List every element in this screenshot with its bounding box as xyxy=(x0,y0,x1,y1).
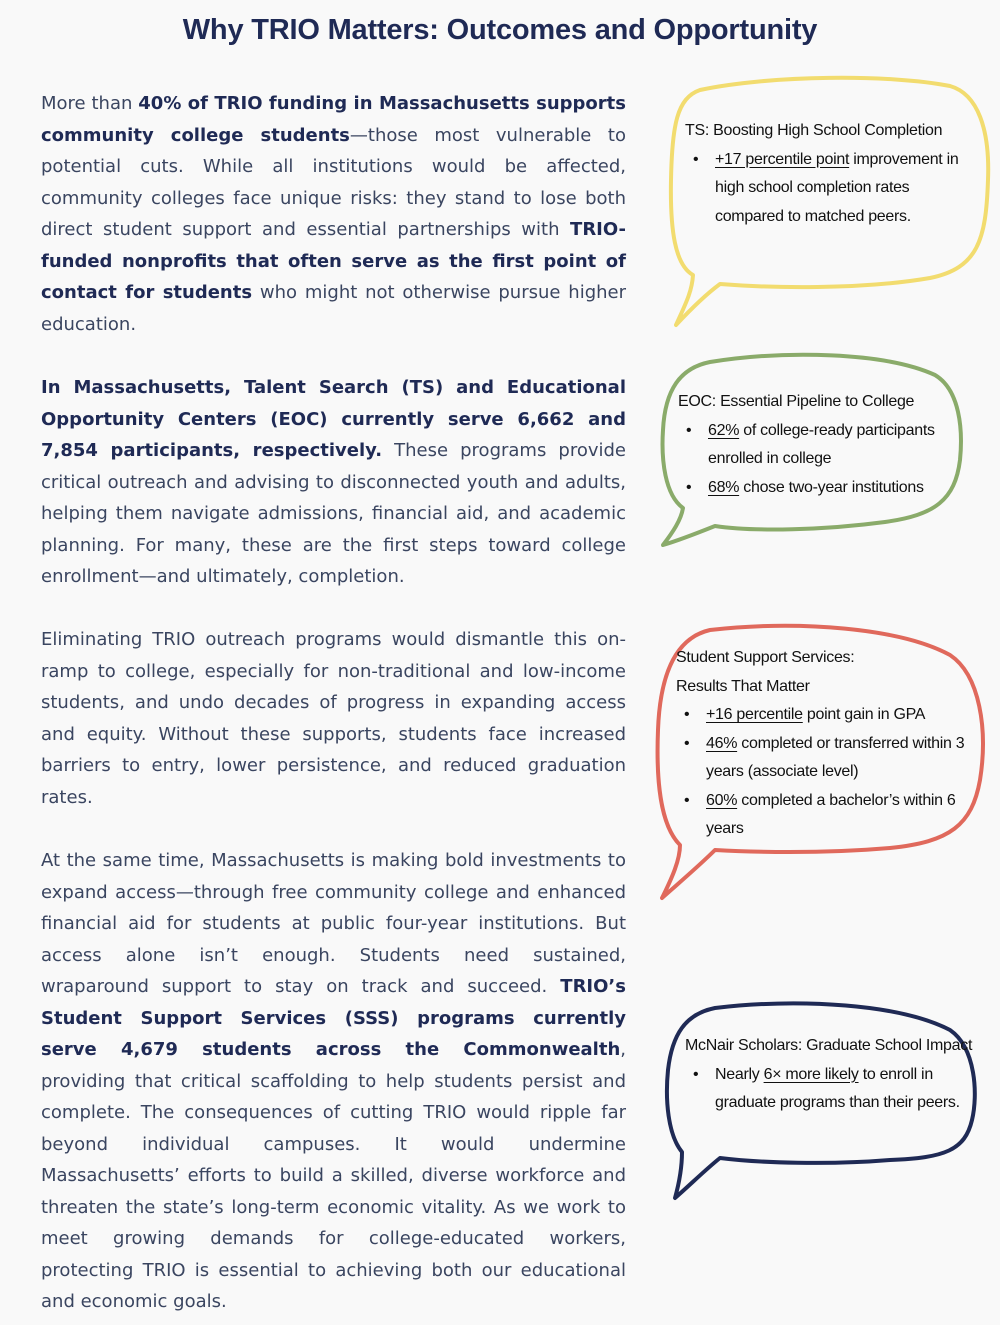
callout-text: improvement in high school completion rates compared to matched peers. xyxy=(715,150,959,225)
paragraph-ts-eoc xyxy=(41,372,626,593)
callout-mcn-item xyxy=(685,1061,975,1118)
callout-mcnair-list xyxy=(685,1061,975,1118)
paragraph-eliminating-trio xyxy=(41,624,626,813)
callout-ts-list xyxy=(685,146,965,232)
callout-eoc-list xyxy=(678,417,953,503)
bold-text: TRIO-funded nonprofits that often serve as the first point of contact for students xyxy=(41,219,626,303)
bold-text: TRIO’s Student Support Services (SSS) programs currently serve 4,679 students across the Commonwealth xyxy=(41,976,626,1060)
callout-text: completed a bachelor’s within 6 years xyxy=(706,791,956,837)
callout-eoc-item xyxy=(678,474,953,503)
paragraph-community-college xyxy=(41,88,626,340)
body-text: who might not otherwise pursue higher education. xyxy=(41,282,627,335)
body-text: , providing that critical scaffolding to help students persist and complete. The consequences of cutting TRIO would ripple far beyond individual campuses. It would undermine Massachusetts’ efforts to build a skilled, diverse workforce and threaten the state’s long-term economic vitality. As we work to meet growing demands for college-educated workers, protecting TRIO is essential to achieving both our educational and economic goals. xyxy=(41,1039,626,1312)
callout-ts-content xyxy=(685,117,965,231)
highlight-stat: 6× more likely xyxy=(763,1065,859,1083)
callout-text: to enroll in graduate programs than their peers. xyxy=(715,1065,960,1111)
callout-eoc xyxy=(655,350,965,550)
page-title: Why TRIO Matters: Outcomes and Opportunity xyxy=(182,14,818,46)
callout-text: Nearly xyxy=(715,1065,764,1083)
callout-eoc-item xyxy=(678,417,953,474)
callout-sss-title: Student Support Services: xyxy=(676,649,855,666)
callout-sss-list xyxy=(676,701,966,844)
callout-sss-item xyxy=(676,701,966,730)
body-text: These programs provide critical outreach and advising to disconnected youth and adults, helping them navigate admissions, financial aid, and academic planning. For many, these are the first steps toward college enrollment—and ultimately, completion. xyxy=(41,440,627,587)
callout-mcnair-content xyxy=(685,1032,975,1118)
highlight-stat: 62% xyxy=(708,421,740,439)
callout-sss-item xyxy=(676,730,966,787)
callout-eoc-title: EOC: Essential Pipeline to College xyxy=(678,393,915,410)
highlight-stat: 46% xyxy=(706,734,738,752)
callout-text: completed or transferred within 3 years (associate level) xyxy=(706,734,965,780)
callout-mcnair xyxy=(660,1000,980,1200)
bold-text: In Massachusetts, Talent Search (TS) and Educational Opportunity Centers (EOC) currently serve 6,662 and 7,854 participants, respectively. xyxy=(41,377,626,461)
callout-text: point gain in GPA xyxy=(802,706,926,723)
highlight-stat: 68% xyxy=(708,478,740,496)
body-text: —those most vulnerable to potential cuts. While all institutions would be affected, community colleges face unique risks: they stand to lose both direct student support and essential partnerships with xyxy=(41,124,626,240)
body-text: Eliminating TRIO outreach programs would dismantle this on-ramp to college, especially for non-traditional and low-income students, and undo decades of progress in expanding access and equity. Without these supports, students face increased barriers to entry, lower persistence, and reduced graduation rates. xyxy=(41,629,626,808)
paragraph-sss-investments xyxy=(41,845,626,1318)
highlight-stat: 60% xyxy=(706,791,738,809)
callout-text: chose two-year institutions xyxy=(739,478,924,496)
callout-mcnair-title: McNair Scholars: Graduate School Impact xyxy=(685,1037,973,1054)
callout-sss-subtitle: Results That Matter xyxy=(676,677,810,695)
callout-ts-title: TS: Boosting High School Completion xyxy=(685,122,943,139)
callout-sss xyxy=(650,620,990,905)
callout-text: of college-ready participants enrolled in college xyxy=(708,421,935,467)
callout-eoc-content xyxy=(678,388,953,502)
body-text: More than xyxy=(41,93,139,114)
callout-ts-item xyxy=(685,146,965,232)
bold-text: 40% of TRIO funding in Massachusetts supports community college students xyxy=(41,93,626,146)
callout-sss-item xyxy=(676,787,966,844)
callout-ts xyxy=(660,70,990,332)
callout-sss-content xyxy=(676,644,966,844)
body-text: At the same time, Massachusetts is making bold investments to expand access—through free community college and enhanced financial aid for students at public four-year institutions. But access alone isn’t enough. Students need sustained, wraparound support to stay on track and succeed. xyxy=(41,850,626,997)
highlight-stat: +17 percentile point xyxy=(715,150,850,168)
highlight-stat: +16 percentile xyxy=(706,706,803,723)
